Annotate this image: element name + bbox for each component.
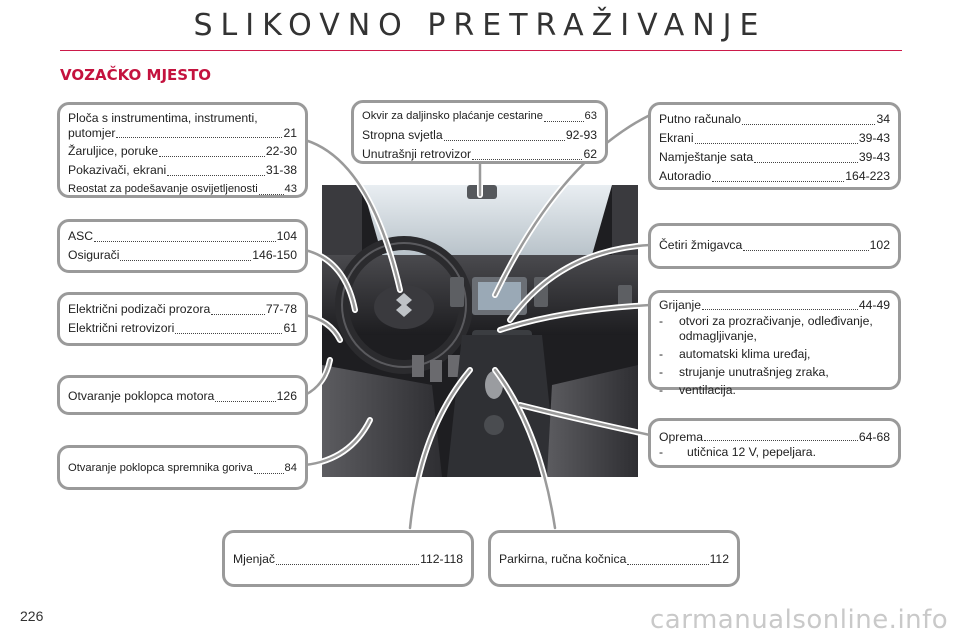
- section-title: VOZAČKO MJESTO: [60, 66, 212, 84]
- list-item: Žaruljice, poruke 22-30: [68, 144, 297, 158]
- list-item: ASC 104: [68, 229, 297, 243]
- watermark: carmanualsonline.info: [650, 605, 949, 635]
- list-item: Otvaranje poklopca motora 126: [68, 389, 297, 403]
- list-item: Reostat za podešavanje osvijetljenosti 43: [68, 183, 297, 195]
- box-bonnet: [57, 375, 308, 415]
- list-item: Pokazivači, ekrani 31-38: [68, 163, 297, 177]
- box-fuel: [57, 445, 308, 490]
- list-item: Mjenjač 112-118: [233, 552, 463, 566]
- box-toll: [351, 100, 608, 164]
- dashboard-photo: [322, 185, 638, 477]
- page-title: SLIKOVNO PRETRAŽIVANJE: [193, 8, 767, 43]
- sub-item: - automatski klima uređaj,: [659, 347, 811, 361]
- list-item: putomjer 21: [68, 126, 297, 140]
- list-item: Autoradio 164-223: [659, 169, 890, 183]
- box-asc: [57, 219, 308, 273]
- sub-item: - utičnica 12 V, pepeljara.: [659, 445, 816, 459]
- list-item: Električni podizači prozora 77-78: [68, 302, 297, 316]
- box-hazard: [648, 223, 901, 269]
- title-rule: [60, 50, 902, 51]
- box-computer: [648, 102, 901, 190]
- list-item: Ekrani 39-43: [659, 131, 890, 145]
- dashboard-illustration: [322, 185, 638, 477]
- list-item: Otvaranje poklopca spremnika goriva 84: [68, 462, 297, 474]
- list-item: Namještanje sata 39-43: [659, 150, 890, 164]
- list-item: Grijanje 44-49: [659, 298, 890, 312]
- box-heating: [648, 290, 901, 397]
- box-equipment: [648, 418, 901, 468]
- list-item: Električni retrovizori 61: [68, 321, 297, 335]
- list-item: Putno računalo 34: [659, 112, 890, 126]
- list-item: Oprema 64-68: [659, 430, 890, 444]
- sub-item: - otvori za prozračivanje, odleđivanje, odmagljivanje,: [659, 314, 873, 343]
- list-item: Stropna svjetla 92-93: [362, 128, 597, 142]
- box-instruments: [57, 102, 308, 198]
- list-item: Unutrašnji retrovizor 62: [362, 147, 597, 161]
- sub-item: - strujanje unutrašnjeg zraka,: [659, 365, 829, 379]
- list-item: Ploča s instrumentima, instrumenti,: [68, 111, 258, 125]
- list-item: Okvir za daljinsko plaćanje cestarine 63: [362, 110, 597, 122]
- box-gearbox: [222, 530, 474, 587]
- page-number: 226: [20, 608, 44, 624]
- box-parking: [488, 530, 740, 587]
- list-item: Četiri žmigavca 102: [659, 238, 890, 252]
- box-windows: [57, 292, 308, 346]
- sub-item: - ventilacija.: [659, 383, 736, 397]
- list-item: Osigurači 146-150: [68, 248, 297, 262]
- list-item: Parkirna, ručna kočnica 112: [499, 552, 729, 566]
